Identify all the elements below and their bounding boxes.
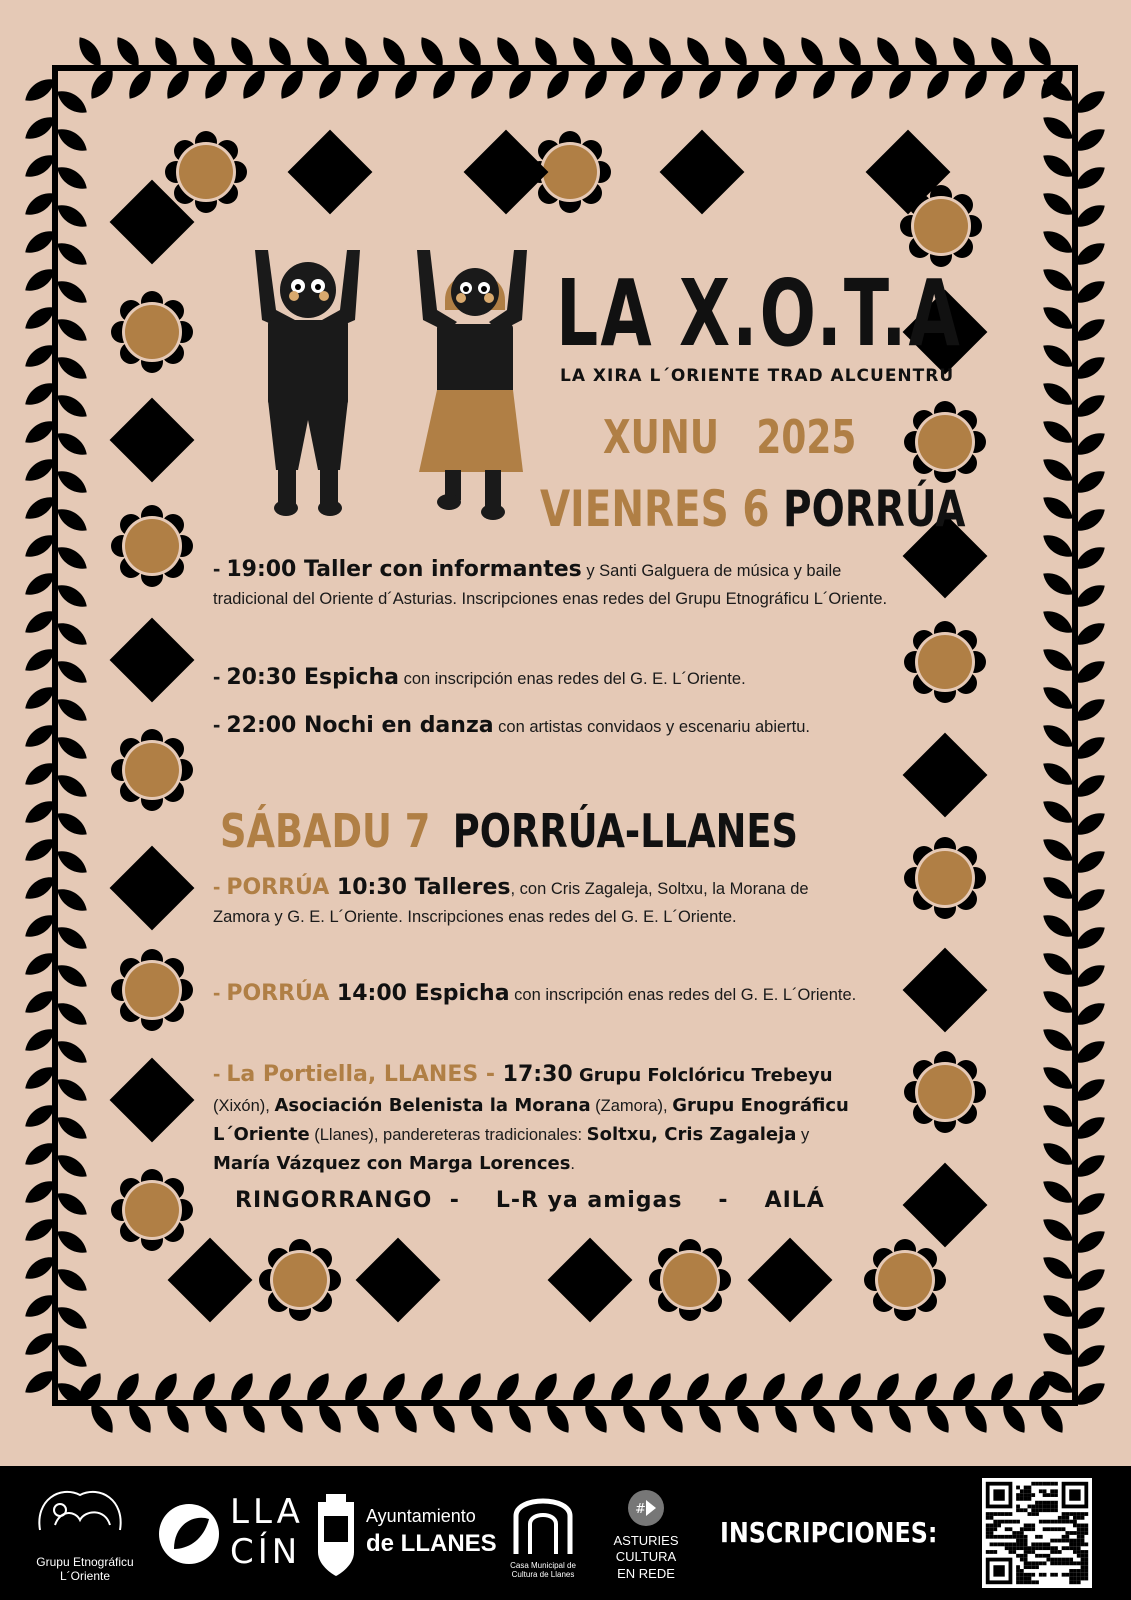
flower-icon: [111, 949, 193, 1031]
leaf-icon: [1039, 1024, 1077, 1057]
hashtag-play-icon: [626, 1488, 666, 1528]
flower-icon: [111, 291, 193, 373]
leaf-icon: [1039, 1290, 1077, 1323]
leaf-icon: [1039, 872, 1077, 905]
leaf-icon: [53, 694, 91, 727]
leaf-icon: [53, 884, 91, 917]
event-item: - 22:00 Nochi en danza con artistas convidaos y escenariu abiertu.: [213, 712, 811, 738]
leaf-icon: [53, 200, 91, 233]
gear-leaf-icon: [154, 1494, 224, 1574]
leaf-icon: [1039, 1138, 1077, 1171]
inscripciones-label: INSCRIPCIONES:: [720, 1516, 938, 1549]
group-name: Grupu Folclóricu Trebeyu: [572, 1065, 833, 1086]
leaf-icon: [53, 732, 91, 765]
svg-text:#: #: [635, 1502, 646, 1517]
leaf-icon: [53, 1340, 91, 1373]
leaf-icon: [1039, 302, 1077, 335]
leaf-icon: [53, 960, 91, 993]
leaf-icon: [53, 770, 91, 803]
leaf-icon: [53, 238, 91, 271]
event-place: La Portiella, LLANES -: [226, 1062, 503, 1087]
day1-place: PORRÚA: [783, 480, 966, 538]
arch-icon: [508, 1486, 578, 1556]
event-text: con inscripción enas redes del G. E. L´Oriente.: [509, 986, 857, 1004]
event-head: 19:00 Taller con informantes: [226, 557, 582, 582]
event-head: 20:30 Espicha: [226, 665, 399, 690]
leaf-icon: [1039, 112, 1077, 145]
leaf-icon: [53, 998, 91, 1031]
band-separator: -: [718, 1188, 729, 1213]
band-name: RINGORRANGO -: [235, 1188, 460, 1213]
event-place: PORRÚA: [226, 875, 330, 900]
diamond-icon: [110, 846, 195, 931]
day2-heading: [220, 804, 799, 858]
leaf-icon: [53, 656, 91, 689]
flower-icon: [864, 1239, 946, 1321]
group-name: Soltxu, Cris Zagaleja: [586, 1123, 797, 1145]
leaf-icon: [1039, 986, 1077, 1019]
leaf-icon: [53, 162, 91, 195]
diamond-icon: [748, 1238, 833, 1323]
qr-code-icon: [982, 1478, 1092, 1588]
leaf-icon: [1039, 644, 1077, 677]
bands-line: [235, 1188, 861, 1213]
sponsor-footer: Grupu Etnográficu L´Oriente LLA CÍN Ayuntamiento de LLANES Casa Municipal de Cultura de Llanes # ASTURIES CULTURA EN REDE INSCRIPCIONES:: [0, 1466, 1131, 1600]
event-item: - 19:00 Taller con informantes y Santi Galguera de música y baile tradicional del Oriente d´Asturias. Inscripciones enas redes del Grupu Etnográficu L´Oriente.: [213, 556, 888, 609]
leaf-icon: [53, 1188, 91, 1221]
day2-place: PORRÚA-LLANES: [452, 804, 799, 858]
coat-of-arms-icon: [314, 1492, 358, 1578]
leaf-icon: [1039, 1328, 1077, 1361]
leaf-icon: [1039, 378, 1077, 411]
leaf-icon: [53, 276, 91, 309]
leaf-icon: [1039, 492, 1077, 525]
diamond-icon: [110, 618, 195, 703]
leaf-icon: [53, 504, 91, 537]
event-month-year: XUNU 2025: [603, 410, 857, 464]
dancer-man-illustration: [240, 240, 380, 530]
leaf-icon: [53, 124, 91, 157]
leaf-icon: [53, 808, 91, 841]
leaf-icon: [1039, 530, 1077, 563]
leaf-icon: [1039, 1062, 1077, 1095]
diamond-icon: [288, 130, 373, 215]
leaf-icon: [53, 86, 91, 119]
leaf-icon: [1039, 188, 1077, 221]
event-place: PORRÚA: [226, 981, 330, 1006]
event-item-portiella: - La Portiella, LLANES - 17:30 Grupu Folclóricu Trebeyu (Xixón), Asociación Belenista la Morana (Zamora), Grupu Enográficu L´Oriente (Llanes), pandereteras tradicionales: Soltxu, Cris Zagaleja y María Vázquez con Marga Lorences.: [213, 1061, 849, 1174]
leaf-icon: [53, 1036, 91, 1069]
diamond-icon: [168, 1238, 253, 1323]
diamond-icon: [110, 1058, 195, 1143]
event-head: 22:00 Nochi en danza: [226, 713, 494, 738]
leaf-icon: [53, 580, 91, 613]
leaf-icon: [1039, 264, 1077, 297]
leaf-icon: [1039, 796, 1077, 829]
leaf-icon: [53, 922, 91, 955]
diamond-icon: [903, 1163, 988, 1248]
flower-icon: [904, 837, 986, 919]
leaf-icon: [53, 1112, 91, 1145]
leaf-icon: [1039, 910, 1077, 943]
event-item: - PORRÚA 10:30 Talleres, con Cris Zagaleja, Soltxu, la Morana de Zamora y G. E. L´Oriente. Inscripciones enas redes del G. E. L´Oriente.: [213, 874, 809, 927]
leaf-icon: [53, 1302, 91, 1335]
event-head: 14:00 Espicha: [329, 981, 510, 1006]
diamond-icon: [548, 1238, 633, 1323]
group-name: Grupu Enográficu L´Oriente: [213, 1095, 849, 1145]
leaf-icon: [53, 618, 91, 651]
leaf-icon: [1039, 1252, 1077, 1285]
diamond-icon: [464, 130, 549, 215]
event-title: LA X.O.T.A: [556, 260, 962, 367]
day1-label: VIENRES 6: [540, 480, 770, 538]
leaf-icon: [53, 390, 91, 423]
leaf-icon: [1039, 568, 1077, 601]
leaf-icon: [53, 1150, 91, 1183]
leaf-icon: [1039, 1176, 1077, 1209]
leaf-icon: [1039, 1214, 1077, 1247]
logo-casa-municipal-cultura: Casa Municipal de Cultura de Llanes: [498, 1486, 588, 1579]
leaf-icon: [1039, 416, 1077, 449]
flower-icon: [649, 1239, 731, 1321]
diamond-icon: [903, 733, 988, 818]
event-text: , con Cris Zagaleja, Soltxu, la Morana de Zamora y G. E. L´Oriente. Inscripciones enas redes del G. E. L´Oriente.: [213, 880, 809, 927]
flower-icon: [904, 1051, 986, 1133]
leaf-icon: [53, 542, 91, 575]
diamond-icon: [903, 948, 988, 1033]
leaf-icon: [53, 428, 91, 461]
flower-icon: [111, 505, 193, 587]
event-time: 17:30: [502, 1062, 573, 1087]
leaf-icon: [1039, 758, 1077, 791]
leaf-icon: [1039, 150, 1077, 183]
leaf-icon: [1039, 454, 1077, 487]
diamond-icon: [110, 398, 195, 483]
logo-asturies-cultura: # ASTURIES CULTURA EN REDE: [606, 1488, 686, 1582]
dancer-woman-illustration: [405, 240, 545, 530]
leaf-icon: [53, 466, 91, 499]
leaf-icon: [53, 1264, 91, 1297]
day1-heading: [540, 480, 966, 538]
event-text: y Santi Galguera de música y baile tradicional del Oriente d´Asturias. Inscripciones enas redes del Grupu Etnográficu L´Oriente.: [213, 562, 888, 609]
day2-label: SÁBADU 7: [220, 804, 431, 858]
leaf-icon: [1039, 834, 1077, 867]
leaf-icon: [53, 352, 91, 385]
flower-icon: [165, 131, 247, 213]
diamond-icon: [356, 1238, 441, 1323]
event-head: 10:30 Talleres: [329, 875, 511, 900]
leaf-icon: [1039, 682, 1077, 715]
flower-icon: [111, 1169, 193, 1251]
event-item: - 20:30 Espicha con inscripción enas redes del G. E. L´Oriente.: [213, 664, 746, 690]
leaf-icon: [53, 846, 91, 879]
band-name: L-R ya amigas: [495, 1188, 683, 1213]
leaf-icon: [1039, 340, 1077, 373]
flower-icon: [904, 621, 986, 703]
flower-icon: [111, 729, 193, 811]
event-subtitle: LA XIRA L´ORIENTE TRAD ALCUENTRU: [560, 366, 955, 386]
leaf-icon: [1039, 606, 1077, 639]
leaf-icon: [1039, 1100, 1077, 1133]
cow-icon: [30, 1480, 130, 1550]
leaf-icon: [1039, 720, 1077, 753]
band-name: AILÁ: [764, 1188, 825, 1213]
event-text: con inscripción enas redes del G. E. L´Oriente.: [398, 670, 746, 688]
logo-grupu-etnograficu: Grupu Etnográficu L´Oriente: [30, 1480, 140, 1590]
leaf-icon: [53, 1226, 91, 1259]
flower-icon: [259, 1239, 341, 1321]
leaf-icon: [53, 1074, 91, 1107]
leaf-icon: [1039, 948, 1077, 981]
group-name: María Vázquez con Marga Lorences: [213, 1152, 571, 1174]
leaf-icon: [1039, 226, 1077, 259]
leaf-icon: [53, 314, 91, 347]
diamond-icon: [660, 130, 745, 215]
group-name: Asociación Belenista la Morana: [274, 1095, 591, 1117]
qr-code[interactable]: [982, 1478, 1092, 1588]
flower-icon: [904, 401, 986, 483]
event-text: con artistas convidaos y escenariu abiertu.: [493, 718, 811, 736]
event-item: - PORRÚA 14:00 Espicha con inscripción enas redes del G. E. L´Oriente.: [213, 980, 857, 1006]
